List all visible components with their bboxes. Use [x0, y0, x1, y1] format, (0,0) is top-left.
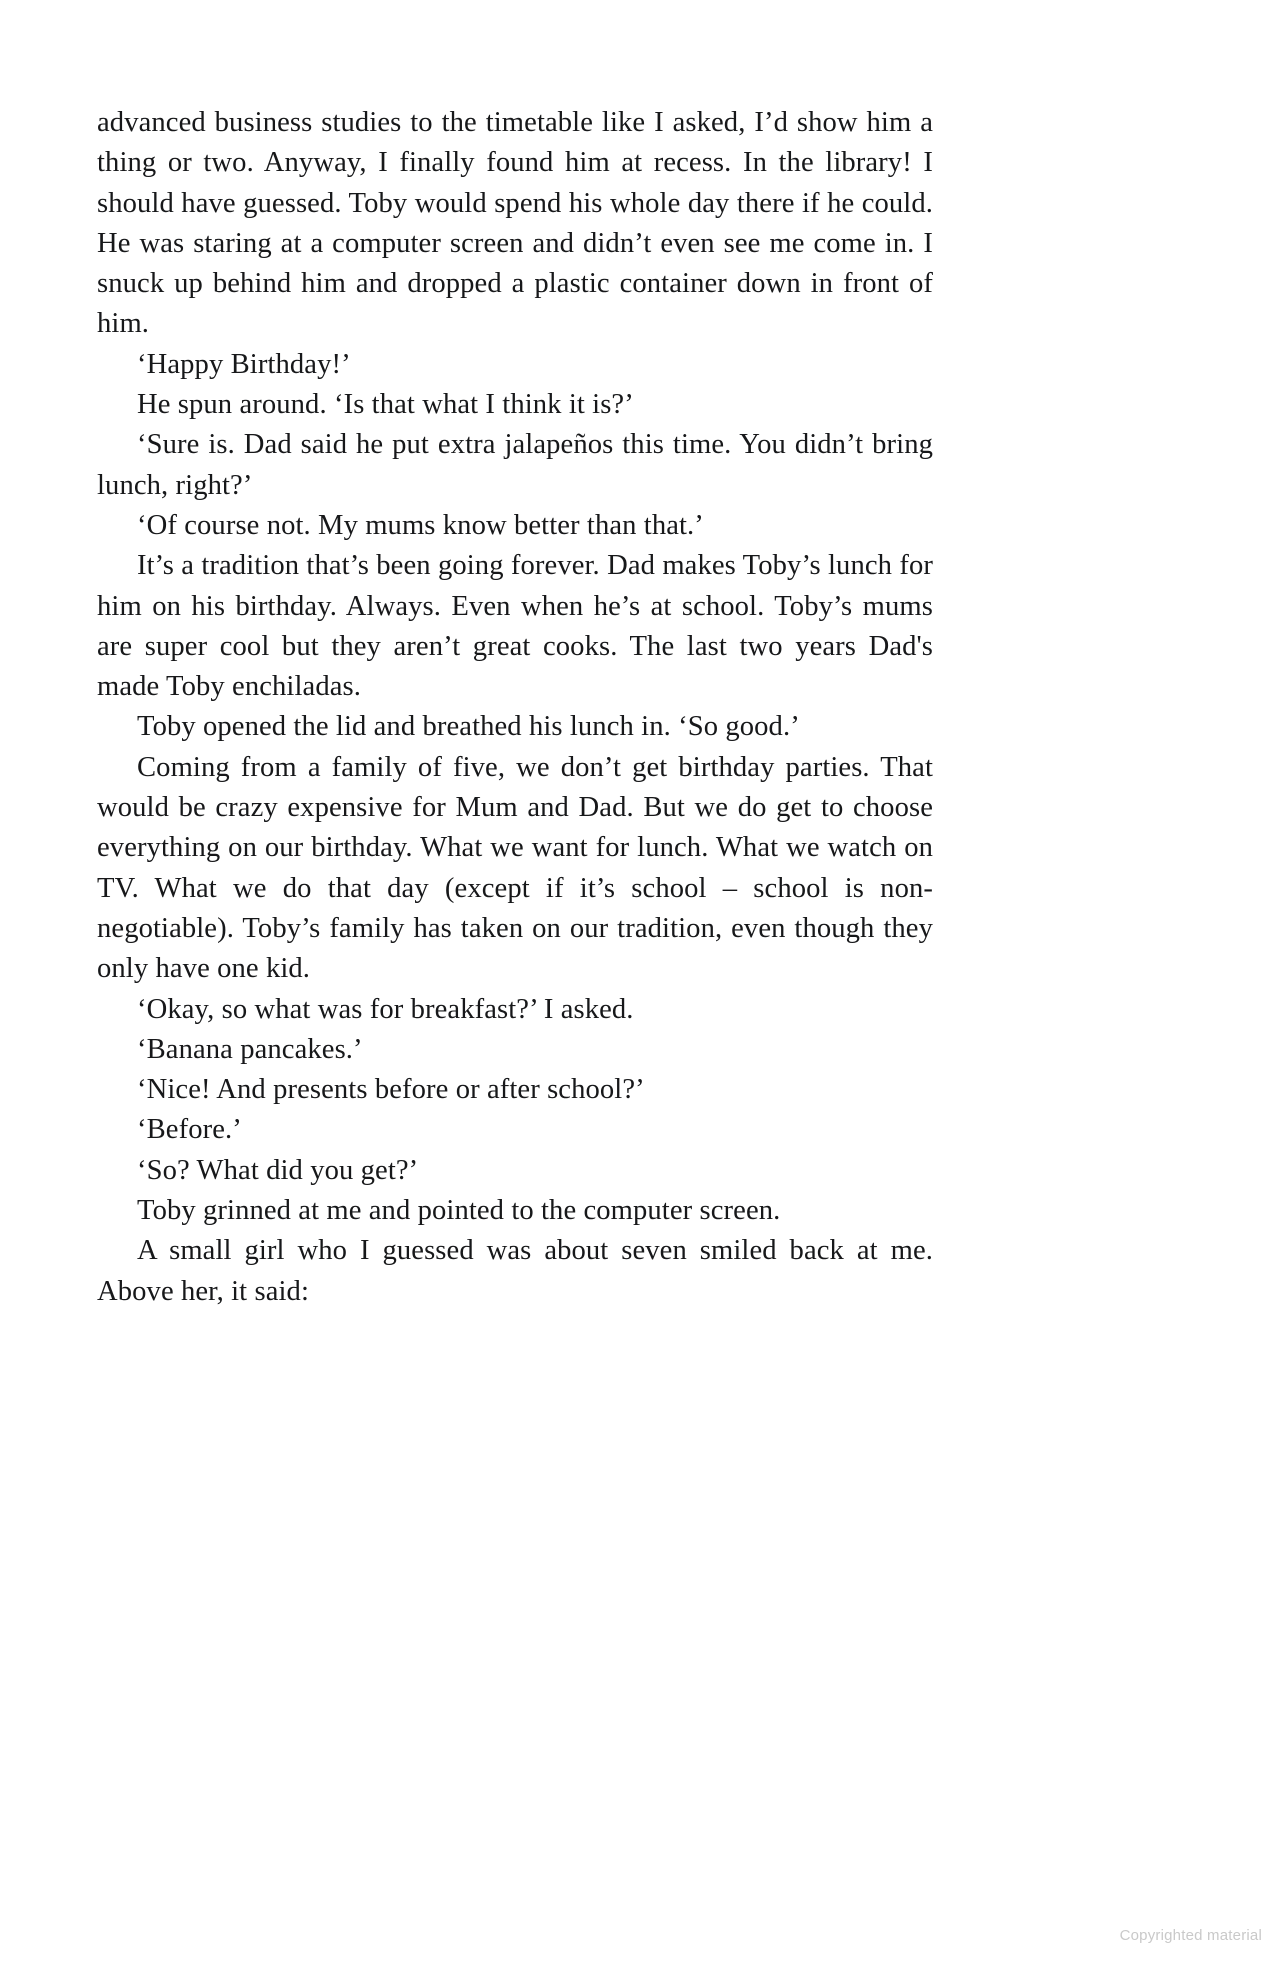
paragraph: ‘Nice! And presents before or after school?’: [137, 1074, 645, 1106]
page-text-block: [97, 103, 933, 1312]
paragraph: ‘Of course not. My mums know better than that.’: [137, 509, 704, 541]
copyright-notice: Copyrighted material: [1119, 1927, 1262, 1944]
paragraph: ‘Happy Birthday!’: [137, 348, 351, 380]
paragraph: ‘Before.’: [137, 1114, 242, 1146]
paragraph: Toby grinned at me and pointed to the computer screen.: [137, 1195, 781, 1227]
paragraph: Toby opened the lid and breathed his lunch in. ‘So good.’: [137, 711, 800, 743]
paragraph: He spun around. ‘Is that what I think it is?’: [137, 389, 634, 421]
paragraph: ‘Banana pancakes.’: [137, 1033, 363, 1065]
paragraph: Coming from a family of five, we don’t get birthday parties. That would be crazy expensive for Mum and Dad. But we do get to choose everything on our birthday. What we want for lunch. What we watch on TV. What we do that day (except if it’s school – school is non-negotiable). Toby’s family has taken on our tradition, even though they only have one kid.: [97, 751, 933, 985]
paragraph: ‘Sure is. Dad said he put extra jalapeños this time. You didn’t bring lunch, right?’: [97, 429, 933, 501]
paragraph: ‘So? What did you get?’: [137, 1154, 419, 1186]
paragraph: A small girl who I guessed was about seven smiled back at me. Above her, it said:: [97, 1235, 933, 1307]
paragraph: ‘Okay, so what was for breakfast?’ I asked.: [137, 993, 634, 1025]
paragraph: It’s a tradition that’s been going forever. Dad makes Toby’s lunch for him on his birthday. Always. Even when he’s at school. Toby’s mums are super cool but they aren’t great cooks. The last two years Dad's made Toby enchiladas.: [97, 550, 933, 703]
paragraph: advanced business studies to the timetable like I asked, I’d show him a thing or two. Anyway, I finally found him at recess. In the library! I should have guessed. Toby would spend his whole day there if he could. He was staring at a computer screen and didn’t even see me come in. I snuck up behind him and dropped a plastic container down in front of him.: [97, 107, 933, 340]
